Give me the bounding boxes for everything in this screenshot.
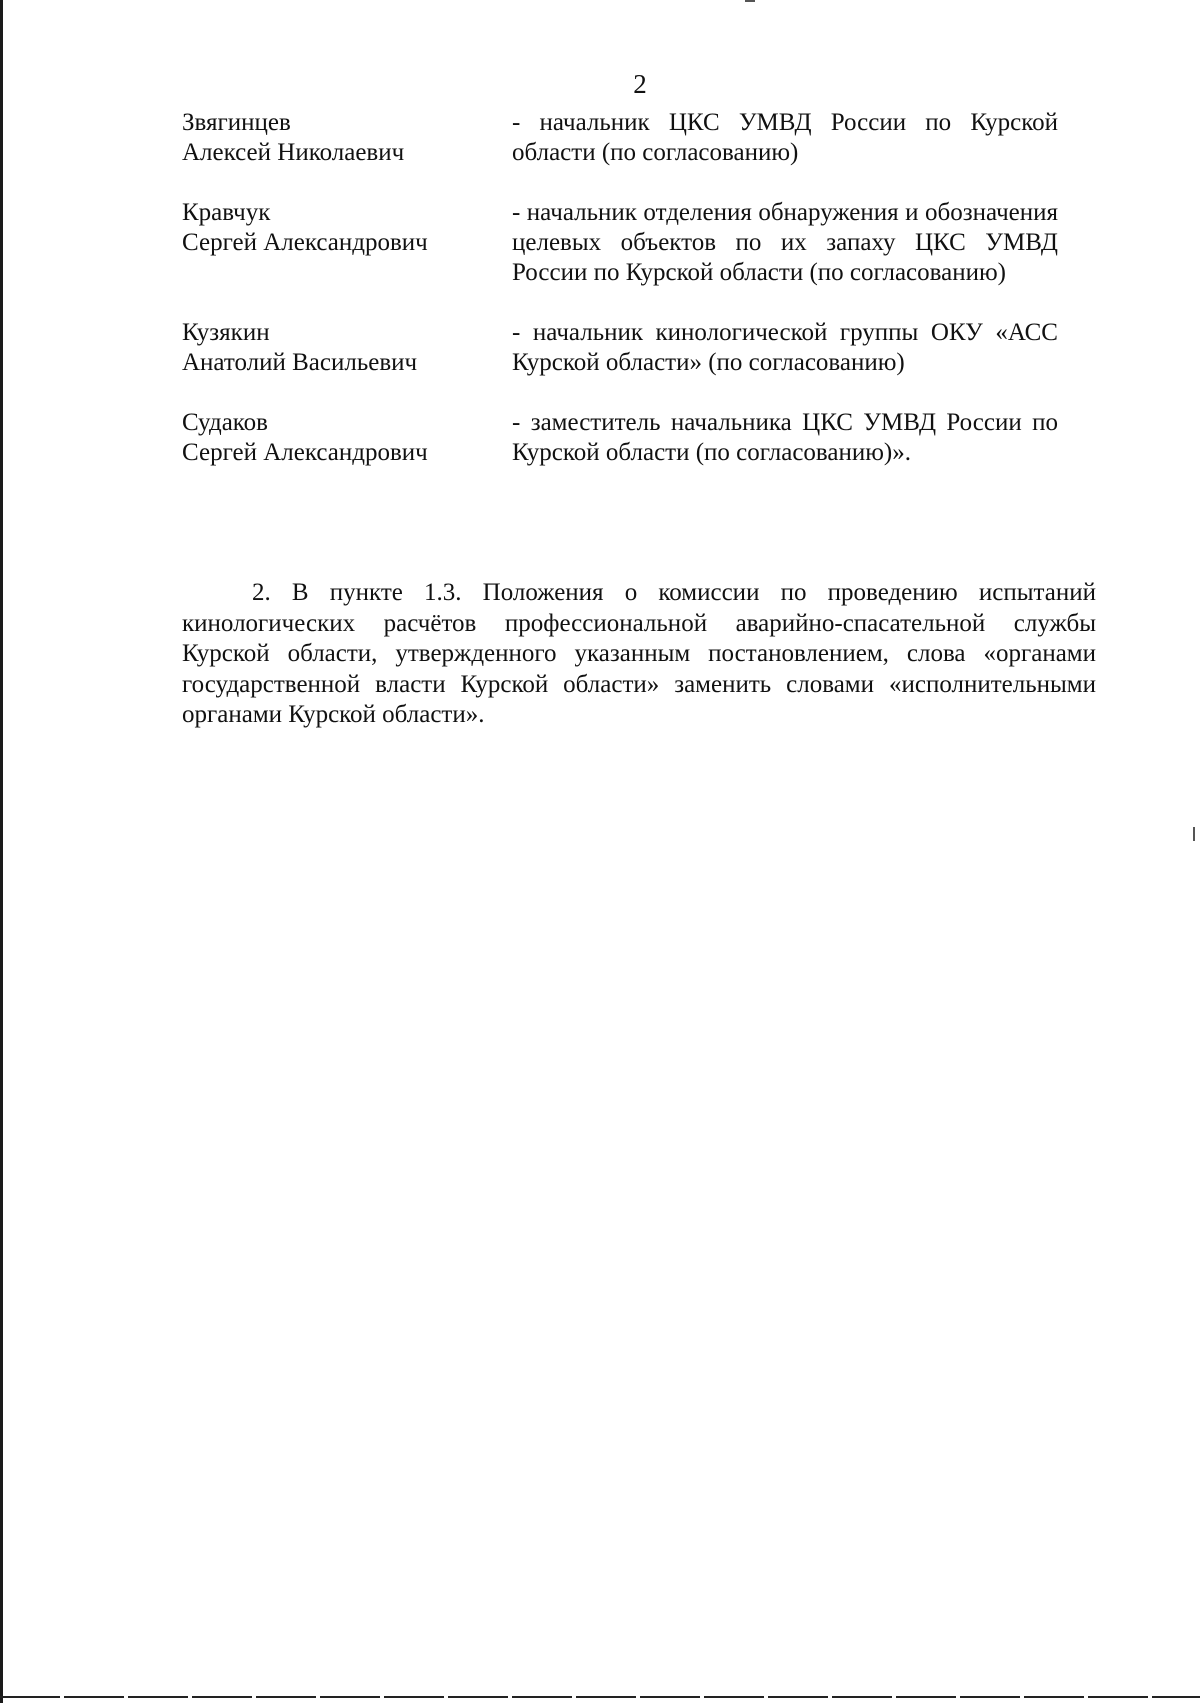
member-row bbox=[182, 198, 1058, 288]
member-role: - начальник кинологической группы ОКУ «АСС Курской области» (по согласованию) bbox=[512, 319, 1058, 376]
amendment-paragraph: 2. В пункте 1.3. Положения о комиссии по проведению испытаний кинологических расчётов профессиональной аварийно-спасательной службы Курской области, утвержденного указанным постановлением, слова «органами государственной власти Курской области» заменить словами «исполнительными органами Курской области». bbox=[182, 579, 1096, 728]
member-row bbox=[182, 408, 1058, 468]
member-role: - начальник ЦКС УМВД России по Курской области (по согласованию) bbox=[512, 109, 1058, 166]
member-name bbox=[182, 108, 512, 168]
page-number: 2 bbox=[633, 69, 647, 99]
member-name bbox=[182, 408, 512, 468]
member-surname: Звягинцев bbox=[182, 109, 291, 136]
member-given-names: Сергей Александрович bbox=[182, 229, 428, 256]
member-role: - заместитель начальника ЦКС УМВД России по Курской области (по согласованию)». bbox=[512, 409, 1058, 466]
scan-edge-left bbox=[0, 0, 3, 1703]
member-row bbox=[182, 318, 1058, 378]
member-name bbox=[182, 318, 512, 378]
scan-speck bbox=[745, 0, 755, 2]
member-given-names: Анатолий Васильевич bbox=[182, 349, 418, 376]
member-row bbox=[182, 108, 1058, 168]
member-surname: Судаков bbox=[182, 409, 268, 436]
scan-edge-bottom bbox=[0, 1696, 1200, 1698]
member-given-names: Сергей Александрович bbox=[182, 439, 428, 466]
scan-speck bbox=[1193, 827, 1195, 841]
member-surname: Кузякин bbox=[182, 319, 270, 346]
member-name bbox=[182, 198, 512, 288]
member-given-names: Алексей Николаевич bbox=[182, 139, 405, 166]
member-role: - начальник отделения обнаружения и обозначения целевых объектов по их запаху ЦКС УМВД России по Курской области (по согласованию) bbox=[512, 199, 1058, 286]
member-list bbox=[182, 108, 1058, 498]
member-surname: Кравчук bbox=[182, 199, 271, 226]
